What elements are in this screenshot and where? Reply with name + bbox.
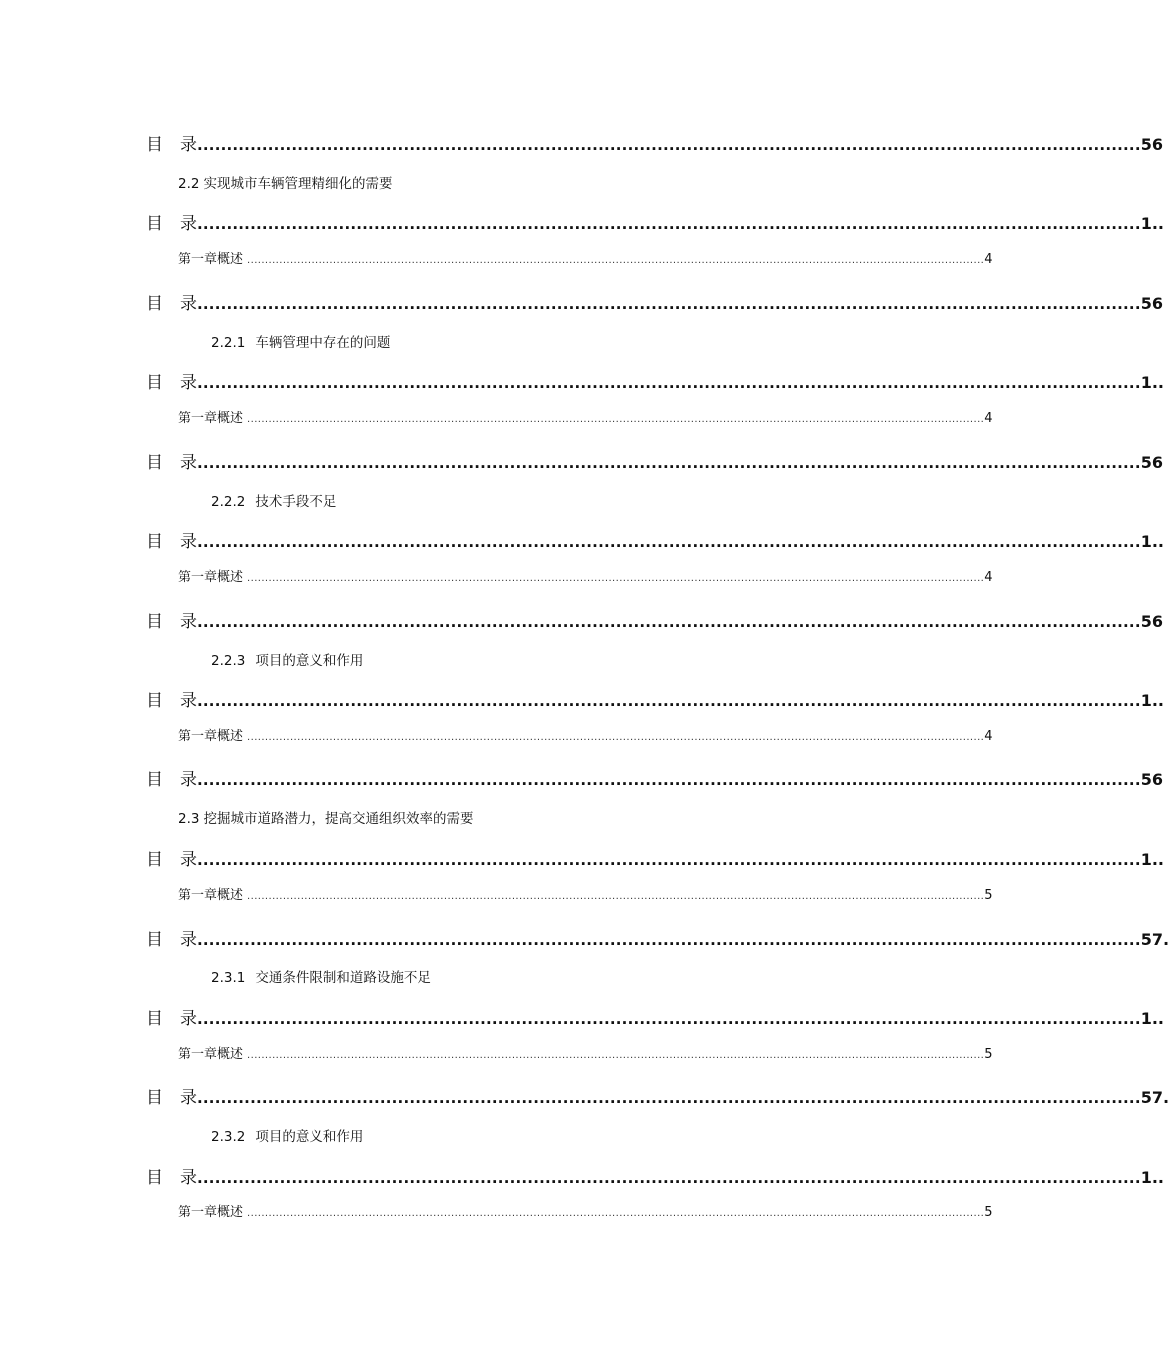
toc-mulu-row[interactable] bbox=[146, 1083, 1169, 1108]
section-title: 挖掘城市道路潜力，提高交通组织效率的需要 bbox=[203, 811, 474, 827]
toc-mulu-label: 目 录 bbox=[146, 850, 197, 870]
toc-page-number: 4 bbox=[984, 570, 993, 585]
toc-mulu-row[interactable] bbox=[146, 527, 1165, 552]
chapter-title: 概述 bbox=[217, 729, 244, 744]
toc-leader-dots: .............................................................................................................................................................................................................. bbox=[247, 1050, 985, 1061]
toc-mulu-label: 目 录 bbox=[146, 135, 197, 155]
toc-mulu-label: 目 录 bbox=[146, 930, 197, 950]
toc-mulu-row[interactable] bbox=[146, 209, 1165, 234]
toc-leader-dots: ................................................................................................................................................................ bbox=[197, 613, 1141, 631]
toc-page-number: 1.. bbox=[1140, 691, 1165, 710]
toc-page-number: 57. bbox=[1140, 1088, 1169, 1107]
toc-page-number: 5 bbox=[984, 888, 993, 903]
toc-page-number: 56 bbox=[1140, 135, 1163, 154]
toc-page-number: 1.. bbox=[1140, 1168, 1165, 1187]
toc-mulu-row[interactable] bbox=[146, 1163, 1165, 1188]
toc-leader-dots: .............................................................................................................................................................................................................. bbox=[247, 255, 985, 266]
toc-section-heading[interactable] bbox=[211, 490, 336, 510]
toc-section-heading[interactable] bbox=[211, 1125, 363, 1145]
toc-leader-dots: .............................................................................................................................................................................................................. bbox=[247, 1208, 985, 1219]
toc-page-number: 56 bbox=[1140, 294, 1163, 313]
toc-leader-dots: ................................................................................................................................................................ bbox=[197, 771, 1141, 789]
toc-page-number: 1.. bbox=[1140, 1009, 1165, 1028]
toc-leader-dots: ................................................................................................................................................................ bbox=[197, 692, 1141, 710]
toc-mulu-row[interactable] bbox=[146, 130, 1163, 155]
toc-mulu-label: 目 录 bbox=[146, 453, 197, 473]
toc-leader-dots: ................................................................................................................................................................ bbox=[197, 136, 1141, 154]
toc-leader-dots: ................................................................................................................................................................ bbox=[197, 931, 1141, 949]
section-number: 2.2.3 bbox=[211, 653, 246, 669]
toc-leader-dots: ................................................................................................................................................................ bbox=[197, 533, 1141, 551]
toc-page-number: 1.. bbox=[1140, 532, 1165, 551]
toc-chapter-row[interactable] bbox=[178, 566, 993, 586]
section-title: 实现城市车辆管理精细化的需要 bbox=[203, 176, 393, 192]
toc-page-number: 1.. bbox=[1140, 373, 1165, 392]
toc-leader-dots: ................................................................................................................................................................ bbox=[197, 454, 1141, 472]
toc-mulu-row[interactable] bbox=[146, 765, 1163, 790]
toc-chapter-row[interactable] bbox=[178, 1201, 993, 1221]
toc-mulu-label: 目 录 bbox=[146, 612, 197, 632]
toc-leader-dots: ................................................................................................................................................................ bbox=[197, 851, 1141, 869]
toc-leader-dots: ................................................................................................................................................................ bbox=[197, 215, 1141, 233]
chapter-label: 第一章 bbox=[178, 1205, 218, 1220]
toc-leader-dots: ................................................................................................................................................................ bbox=[197, 1010, 1141, 1028]
toc-leader-dots: .............................................................................................................................................................................................................. bbox=[247, 891, 985, 902]
toc-mulu-label: 目 录 bbox=[146, 770, 197, 790]
toc-mulu-label: 目 录 bbox=[146, 294, 197, 314]
toc-mulu-row[interactable] bbox=[146, 368, 1165, 393]
toc-section-heading[interactable] bbox=[211, 649, 363, 669]
section-number: 2.2.1 bbox=[211, 335, 246, 351]
toc-page-number: 4 bbox=[984, 729, 993, 744]
chapter-title: 概述 bbox=[217, 1205, 244, 1220]
section-number: 2.3.1 bbox=[211, 970, 246, 986]
toc-mulu-row[interactable] bbox=[146, 289, 1163, 314]
toc-leader-dots: ................................................................................................................................................................ bbox=[197, 1169, 1141, 1187]
chapter-label: 第一章 bbox=[178, 729, 218, 744]
toc-leader-dots: ................................................................................................................................................................ bbox=[197, 295, 1141, 313]
chapter-label: 第一章 bbox=[178, 252, 218, 267]
chapter-title: 概述 bbox=[217, 888, 244, 903]
toc-page-number: 56 bbox=[1140, 770, 1163, 789]
section-number: 2.3 bbox=[178, 811, 200, 827]
toc-chapter-row[interactable] bbox=[178, 884, 993, 904]
toc-mulu-row[interactable] bbox=[146, 448, 1163, 473]
toc-page-number: 5 bbox=[984, 1047, 993, 1062]
section-title: 项目的意义和作用 bbox=[255, 653, 364, 669]
section-title: 交通条件限制和道路设施不足 bbox=[255, 970, 431, 986]
toc-page-number: 5 bbox=[984, 1205, 993, 1220]
section-title: 车辆管理中存在的问题 bbox=[255, 335, 391, 351]
chapter-label: 第一章 bbox=[178, 570, 218, 585]
toc-section-heading[interactable] bbox=[211, 966, 431, 986]
toc-mulu-label: 目 录 bbox=[146, 373, 197, 393]
toc-page-number: 57. bbox=[1140, 930, 1169, 949]
toc-chapter-row[interactable] bbox=[178, 725, 993, 745]
section-number: 2.2 bbox=[178, 176, 200, 192]
section-number: 2.2.2 bbox=[211, 494, 246, 510]
toc-leader-dots: .............................................................................................................................................................................................................. bbox=[247, 732, 985, 743]
toc-chapter-row[interactable] bbox=[178, 1043, 993, 1063]
chapter-title: 概述 bbox=[217, 411, 244, 426]
toc-leader-dots: ................................................................................................................................................................ bbox=[197, 374, 1141, 392]
toc-mulu-row[interactable] bbox=[146, 686, 1165, 711]
toc-page-number: 1.. bbox=[1140, 850, 1165, 869]
toc-page-number: 4 bbox=[984, 411, 993, 426]
toc-mulu-label: 目 录 bbox=[146, 1088, 197, 1108]
section-title: 技术手段不足 bbox=[255, 494, 337, 510]
chapter-label: 第一章 bbox=[178, 411, 218, 426]
toc-mulu-label: 目 录 bbox=[146, 1168, 197, 1188]
toc-leader-dots: .............................................................................................................................................................................................................. bbox=[247, 573, 985, 584]
toc-section-heading[interactable] bbox=[178, 807, 473, 827]
toc-chapter-row[interactable] bbox=[178, 248, 993, 268]
toc-mulu-label: 目 录 bbox=[146, 214, 197, 234]
chapter-title: 概述 bbox=[217, 570, 244, 585]
toc-chapter-row[interactable] bbox=[178, 407, 993, 427]
section-number: 2.3.2 bbox=[211, 1129, 246, 1145]
toc-leader-dots: ................................................................................................................................................................ bbox=[197, 1089, 1141, 1107]
chapter-title: 概述 bbox=[217, 252, 244, 267]
chapter-label: 第一章 bbox=[178, 1047, 218, 1062]
section-title: 项目的意义和作用 bbox=[255, 1129, 364, 1145]
toc-mulu-row[interactable] bbox=[146, 925, 1169, 950]
toc-mulu-row[interactable] bbox=[146, 845, 1165, 870]
toc-section-heading[interactable] bbox=[178, 172, 392, 192]
toc-mulu-label: 目 录 bbox=[146, 691, 197, 711]
toc-mulu-row[interactable] bbox=[146, 607, 1163, 632]
toc-mulu-label: 目 录 bbox=[146, 1009, 197, 1029]
toc-page-number: 56 bbox=[1140, 453, 1163, 472]
toc-page-number: 1.. bbox=[1140, 214, 1165, 233]
chapter-label: 第一章 bbox=[178, 888, 218, 903]
toc-page-number: 56 bbox=[1140, 612, 1163, 631]
toc-section-heading[interactable] bbox=[211, 331, 390, 351]
chapter-title: 概述 bbox=[217, 1047, 244, 1062]
toc-mulu-row[interactable] bbox=[146, 1004, 1165, 1029]
toc-page-number: 4 bbox=[984, 252, 993, 267]
toc-mulu-label: 目 录 bbox=[146, 532, 197, 552]
toc-leader-dots: .............................................................................................................................................................................................................. bbox=[247, 414, 985, 425]
